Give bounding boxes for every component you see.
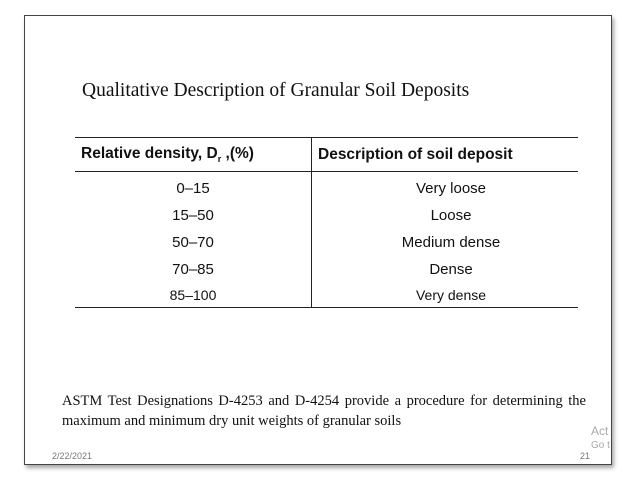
header-subscript: r (217, 154, 222, 165)
table-row (75, 229, 578, 256)
slide-date: 2/22/2021 (52, 451, 93, 461)
cell-range: 70–85 (75, 256, 312, 283)
soil-density-table (75, 137, 578, 308)
header-relative-density-label: Relative density, D (81, 144, 218, 162)
cell-description: Medium dense (401, 234, 501, 251)
table-row (75, 172, 578, 203)
cell-description: Very loose (415, 180, 487, 197)
cell-description: Very dense (312, 283, 579, 308)
slide (24, 15, 612, 465)
cell-description: Dense (429, 261, 473, 278)
activation-watermark (591, 424, 610, 451)
slide-title: Qualitative Description of Granular Soil Deposits (82, 80, 470, 101)
astm-note: ASTM Test Designations D-4253 and D-4254 provide a procedure for determining the maximum and minimum dry unit weights of granular soils (62, 393, 586, 429)
header-relative-density (75, 138, 312, 172)
cell-range: 85–100 (75, 283, 312, 308)
cell-range: 50–70 (75, 229, 312, 256)
table-row (75, 283, 578, 308)
table-row (75, 202, 578, 229)
header-relative-density-suffix: ,(%) (221, 144, 254, 162)
table-header-row (75, 138, 578, 172)
table-row (75, 256, 578, 283)
watermark-line2: Go t (591, 440, 610, 451)
cell-description: Loose (430, 207, 472, 224)
cell-range: 0–15 (75, 172, 312, 203)
slide-page-number: 21 (580, 451, 591, 461)
watermark-line1: Act (591, 424, 609, 438)
cell-range: 15–50 (75, 202, 312, 229)
header-description: Description of soil deposit (312, 138, 579, 172)
